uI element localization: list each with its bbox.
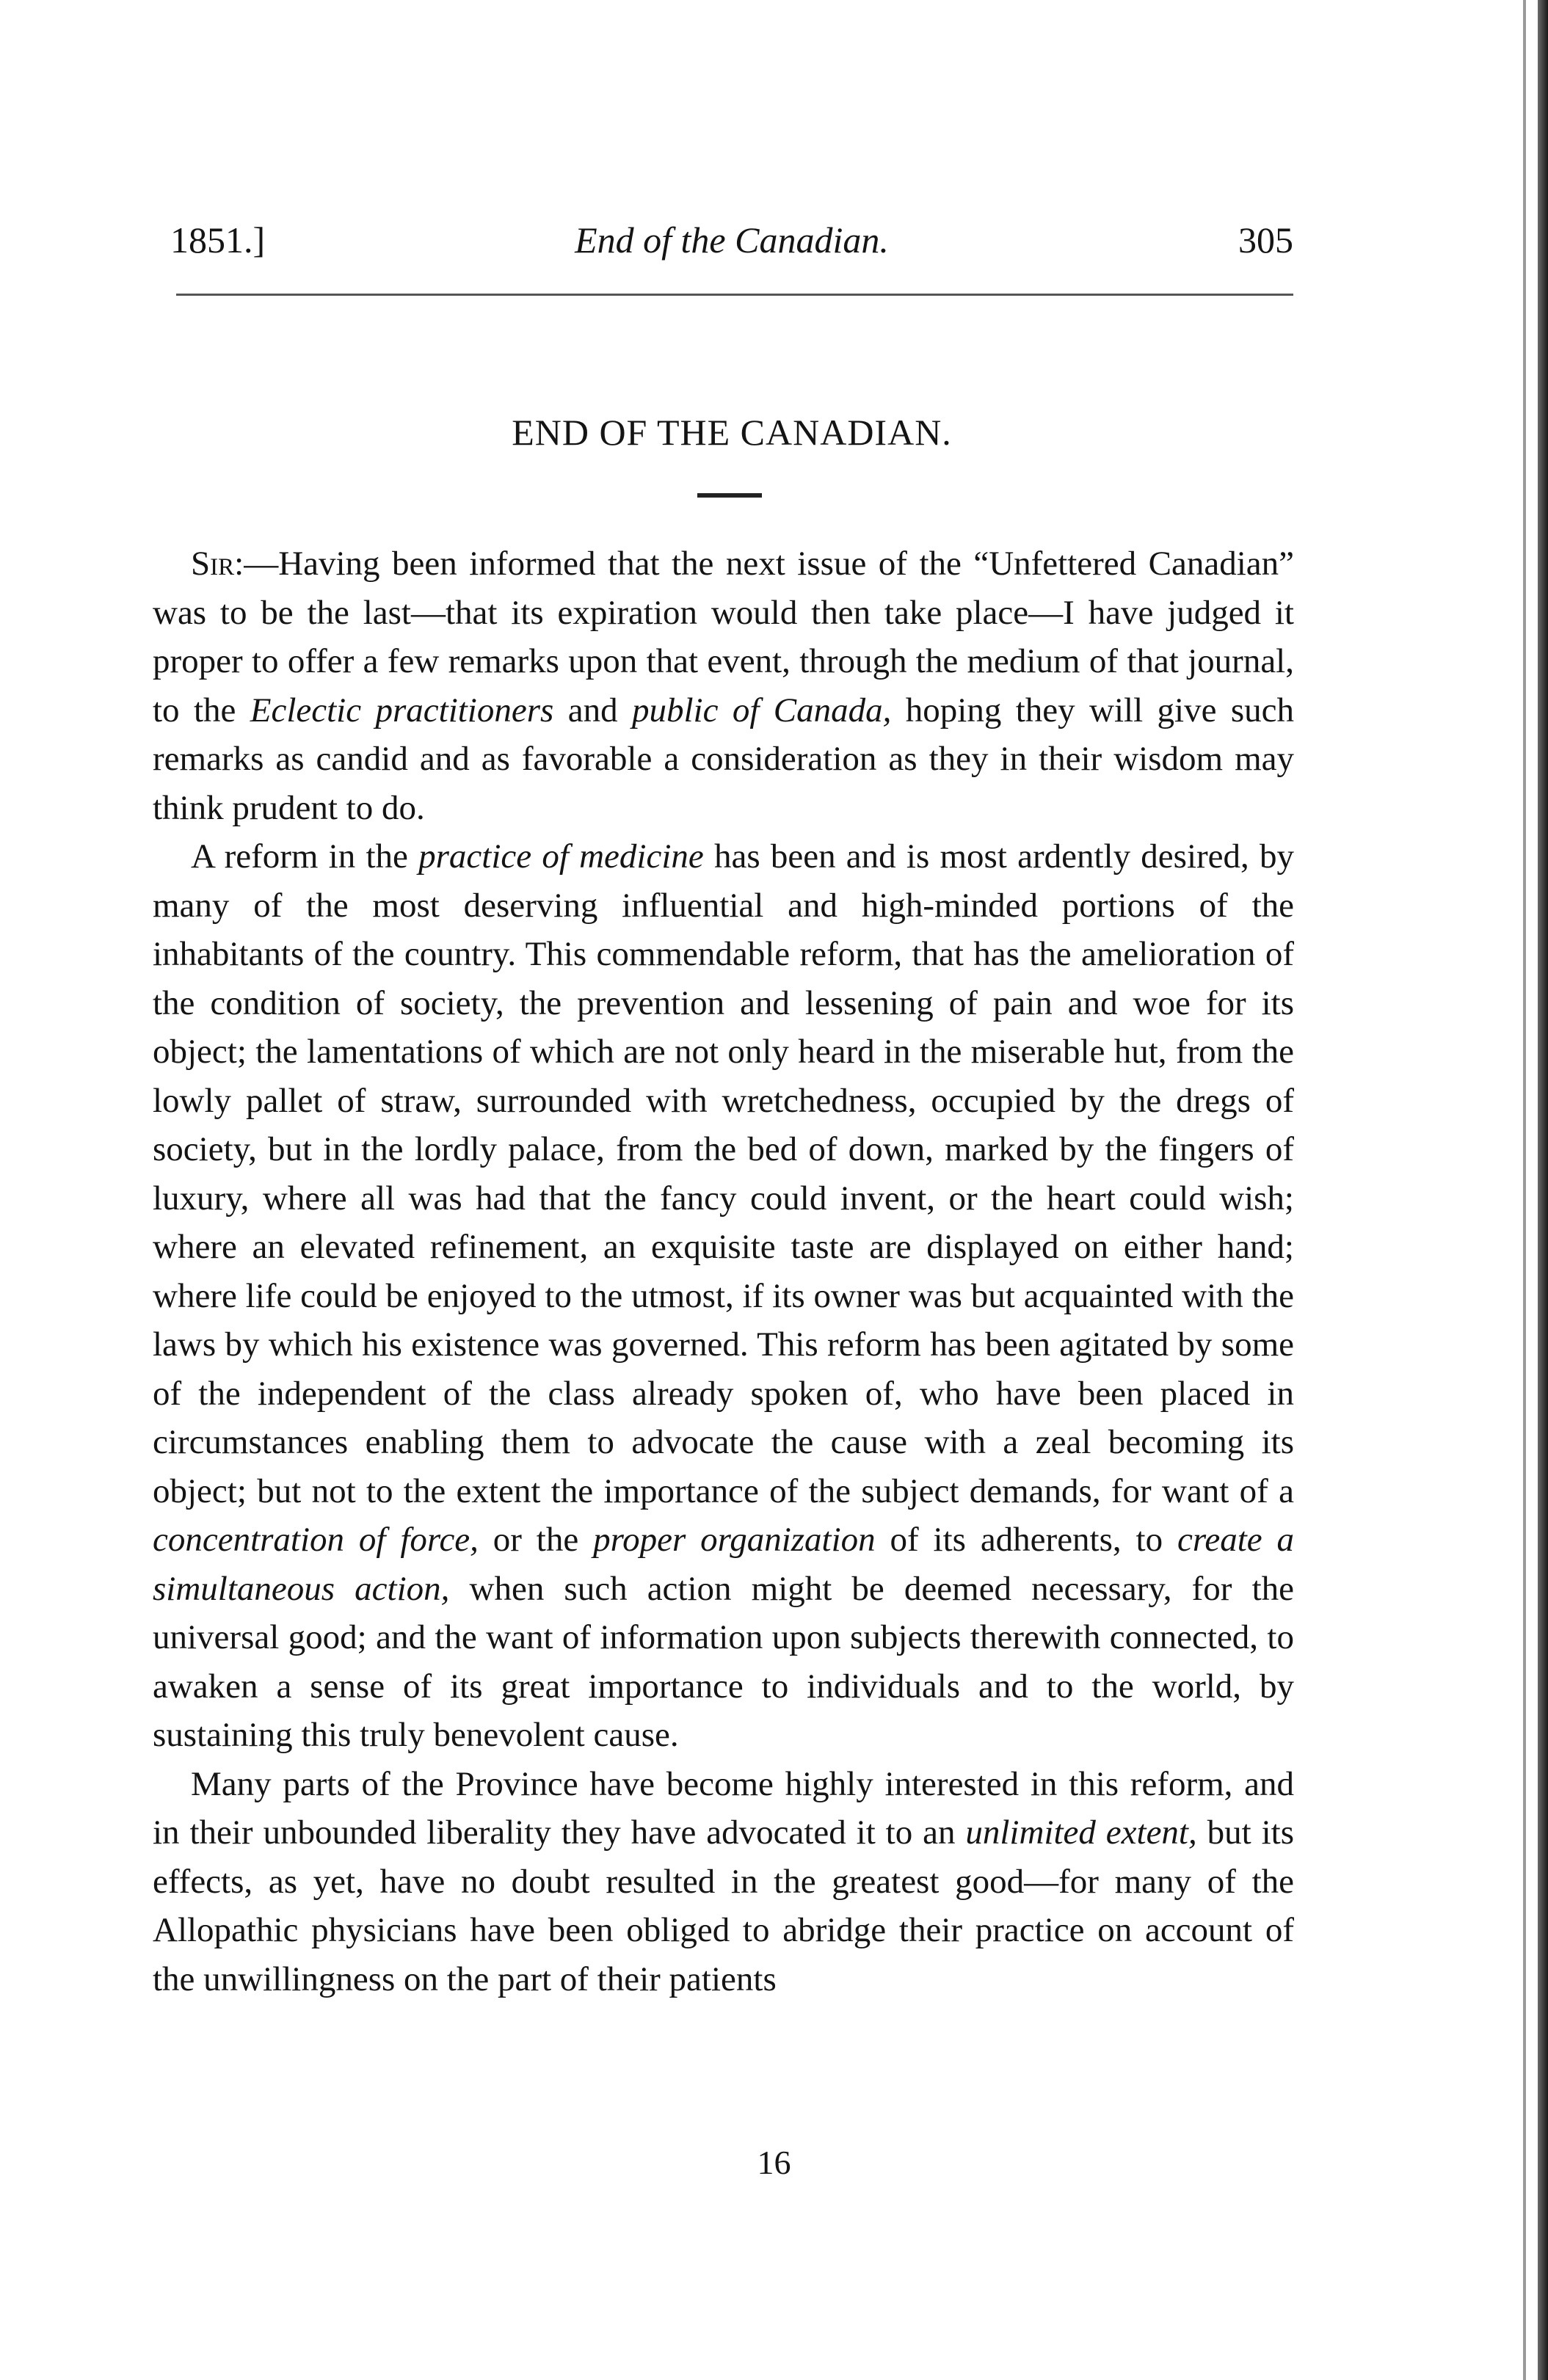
header-rule: [176, 294, 1293, 296]
p1-italic-1: Eclectic practitioners: [250, 691, 554, 729]
header-year: 1851.]: [170, 219, 266, 261]
paragraph-3: [153, 1760, 1294, 2004]
signature-mark: 16: [757, 2144, 791, 2181]
header-running-title: End of the Canadian.: [575, 219, 889, 261]
salutation: Sir: [191, 545, 235, 583]
title-divider: [697, 493, 762, 498]
p1-italic-2: public of Canada,: [631, 691, 892, 729]
header-page-number: 305: [1238, 219, 1293, 261]
paragraph-1: [153, 539, 1294, 832]
paragraph-2: [153, 832, 1294, 1760]
page-edge-shadow: [1538, 0, 1548, 2380]
page-edge-line: [1523, 0, 1526, 2380]
p2-italic-2: concentration of force,: [153, 1521, 479, 1559]
article-title: END OF THE CANADIAN.: [512, 412, 952, 453]
p2-text-2: has been and is most ardently desired, by many of the most deserving influential and high-minded portions of the inhabitants of the country. This commendable reform, that has the amelioration of the condition of society, the prevention and lessening of pain and woe for its object; the lamentations of which are not only heard in the miserable hut, from the lowly pallet of straw, surrounded with wretchedness, occupied by the dregs of society, but in the lordly palace, from the bed of down, marked by the fingers of luxury, where all was had that the fancy could invent, or the heart could wish; where an elevated refinement, an exquisite taste are displayed on either hand; where life could be enjoyed to the utmost, if its owner was but acquainted with the laws by which his existence was governed. This reform has been agitated by some of the independent of the class already spoken of, who have been placed in circumstances enabling them to advocate the cause with a zeal becoming its object; but not to the extent the importance of the subject demands, for want of a: [153, 837, 1294, 1510]
article-body: [153, 539, 1294, 2004]
p3-text-1: Many parts of the Province have become highly interested in this reform, and in their unbounded liberality they have advocated it to an: [153, 1764, 1294, 1852]
p2-text-1: A reform in the: [191, 837, 419, 876]
p1-text-2: and: [553, 691, 632, 729]
p2-italic-4: create a simultaneous action,: [153, 1521, 1295, 1608]
p2-italic-1: practice of medicine: [418, 837, 704, 876]
p2-text-5: when such action might be deemed necessary, for the universal good; and the want of information upon subjects therewith connected, to awaken a sense of its great importance to individuals and to the world, by sustaining this truly benevolent cause.: [153, 1569, 1294, 1754]
p3-italic-1: unlimited extent,: [965, 1813, 1197, 1852]
p2-italic-3: proper organization: [593, 1521, 876, 1559]
p2-text-4: of its adherents, to: [875, 1521, 1177, 1559]
p3-text-2: but its effects, as yet, have no doubt resulted in the greatest good—for many of the Allopathic physicians have been obliged to abridge their practice on account of the unwillingness on the part of their patients: [153, 1813, 1295, 1998]
running-header: [170, 219, 1293, 277]
p2-text-3: or the: [478, 1521, 594, 1559]
p1-text-3: hoping they will give such remarks as candid and as favorable a consideration as they in their wisdom may think prudent to do.: [153, 691, 1294, 827]
p1-text-1: :—Having been informed that the next issue of the “Unfettered Canadian” was to be the last—that its expiration would then take place—I have judged it proper to offer a few remarks upon that event, through the medium of that journal, to the: [153, 545, 1294, 729]
